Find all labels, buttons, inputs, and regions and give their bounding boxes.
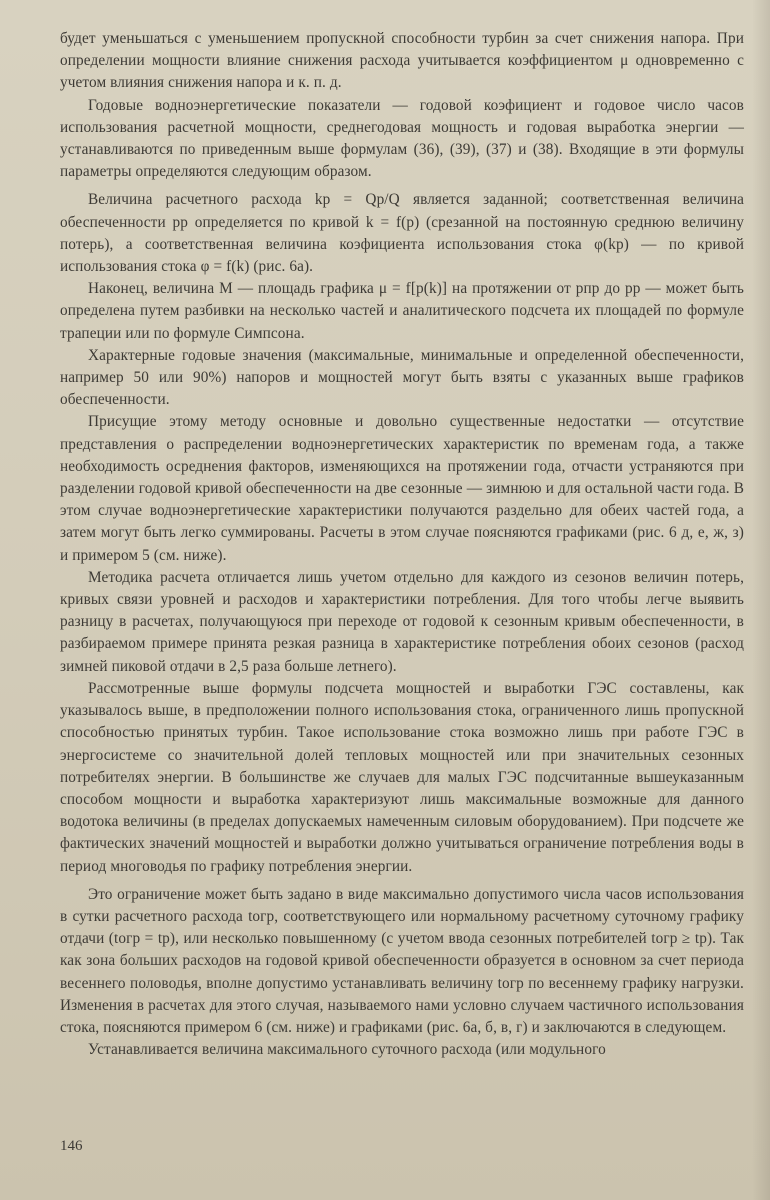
page-edge-shadow — [752, 0, 770, 1200]
body-text — [60, 28, 744, 1061]
page-number: 146 — [60, 1138, 83, 1154]
paragraph-6: Присущие этому методу основные и довольно существенные недостатки — отсутствие представления о распределении водноэнергетических характеристик по временам года, а также необходимость осреднения факторов, изменяющихся на протяжении года, отчасти устраняются при разделении годовой кривой обеспеченности на две сезонные — зимнюю и для остальной части года. В этом случае водноэнергетические характеристики получаются раздельно для обеих частей года, а затем могут быть легко суммированы. Расчеты в этом случае поясняются графиками (рис. 6 д, е, ж, з) и примером 5 (см. ниже). — [60, 413, 744, 564]
paragraph-9: Это ограничение может быть задано в виде максимально допустимого числа часов использования в сутки расчетного расхода tогр, соответствующего или нормальному расчетному суточному графику отдачи (tогр = tр), или несколько повышенному (с учетом ввода сезонных потребителей tогр ≥ tр). Так как зона больших расходов на годовой кривой обеспеченности образуется в основном за счет периода весеннего половодья, вполне допустимо устанавливать величину tогр по весеннему графику нагрузки. Изменения в расчетах для этого случая, называемого нами условно случаем частичного использования стока, поясняются примером 6 (см. ниже) и графиками (рис. 6а, б, в, г) и заключаются в следующем. — [60, 885, 744, 1036]
paragraph-7: Методика расчета отличается лишь учетом отдельно для каждого из сезонов величин потерь, кривых связи уровней и расходов и характеристики потребления. Для того чтобы легче выявить разницу в расчетах, получающуюся при переходе от годовой к сезонным кривым обеспеченности, в разбираемом примере принята резкая разница в характеристике потребления обоих сезонов (расход зимней пиковой отдачи в 2,5 раза больше летнего). — [60, 568, 744, 675]
paragraph-1: будет уменьшаться с уменьшением пропускной способности турбин за счет снижения напора. При определении мощности влияние снижения расхода учитывается коэффициентом μ одновременно с учетом влияния снижения напора и к. п. д. — [60, 30, 744, 92]
paragraph-10: Устанавливается величина максимального суточного расхода (или модульного — [88, 1041, 606, 1059]
paragraph-3: Величина расчетного расхода kр = Qр/Q является заданной; соответственная величина обеспеченности pр определяется по кривой k = f(p) (срезанной на постоянную среднюю величину потерь), а соответственная величина коэфициента использования стока φ(kр) — по кривой использования стока φ = f(k) (рис. 6а). — [60, 191, 744, 276]
paragraph-5: Характерные годовые значения (максимальные, минимальные и определенной обеспеченности, например 50 или 90%) напоров и мощностей могут быть взяты с указанных выше графиков обеспеченности. — [60, 346, 744, 409]
paragraph-4: Наконец, величина М — площадь графика μ = f[p(k)] на протяжении от pпр до pр — может быть определена путем разбивки на несколько частей и аналитического подсчета их площадей по формуле трапеции или по формуле Симпсона. — [60, 280, 744, 342]
paragraph-8: Рассмотренные выше формулы подсчета мощностей и выработки ГЭС составлены, как указывалось выше, в предположении полного использования стока, ограниченного лишь пропускной способностью принятых турбин. Такое использование стока возможно лишь при работе ГЭС в энергосистеме со значительной долей тепловых мощностей или при значительных сезонных потребителях энергии. В большинстве же случаев для малых ГЭС подсчитанные вышеуказанным способом мощности и выработка характеризуют лишь максимальные возможные для данного водотока величины (в пределах допускаемых намеченным силовым оборудованием). При подсчете же фактических значений мощностей и выработки должно учитываться ограничение потребления воды в период многоводья по графику потребления энергии. — [60, 679, 744, 875]
paragraph-2: Годовые водноэнергетические показатели — годовой коэфициент и годовое число часов использования расчетной мощности, среднегодовая мощность и годовая выработка энергии — устанавливаются по приведенным выше формулам (36), (39), (37) и (38). Входящие в эти формулы параметры определяются следующим образом. — [60, 96, 744, 181]
